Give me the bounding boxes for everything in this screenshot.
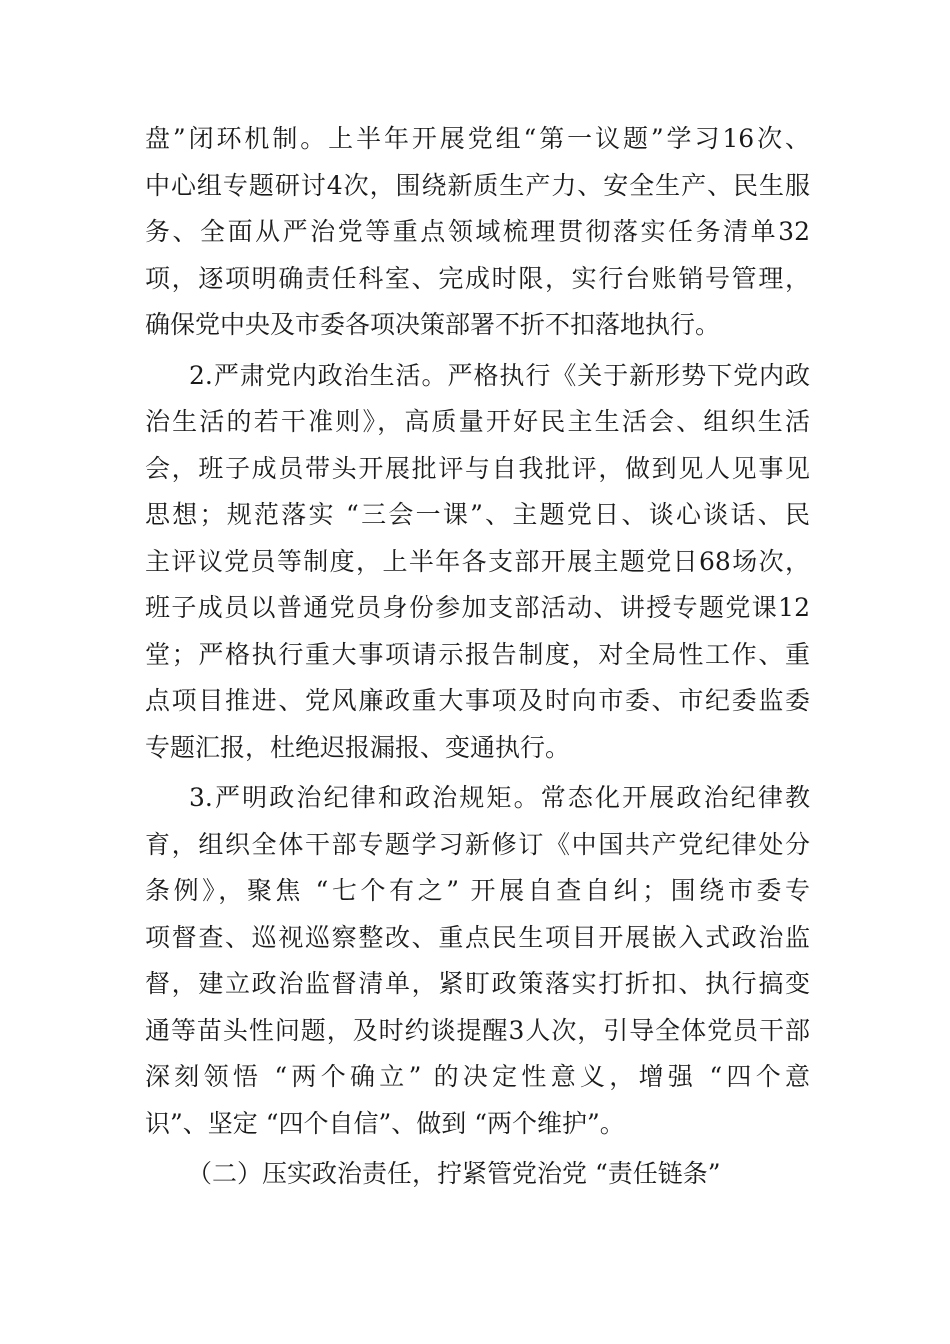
- text-line: 督，建立政治监督清单，紧盯政策落实打折扣、执行搞变: [145, 969, 810, 998]
- document-body: [145, 116, 810, 1198]
- text-line: 识”、坚定 “四个自信”、做到 “两个维护”。: [145, 1108, 625, 1138]
- paragraph-1: [145, 116, 810, 349]
- section-heading: [145, 1151, 810, 1198]
- text-line: 项督查、巡视巡察整改、重点民生项目开展嵌入式政治监: [145, 922, 810, 952]
- text-line: 治生活的若干准则》，高质量开好民主生活会、组织生活: [145, 407, 810, 436]
- text-line: 确保党中央及市委各项决策部署不折不扣落地执行。: [145, 310, 721, 339]
- text-line: 务、全面从严治党等重点领域梳理贯彻落实任务清单32: [145, 217, 810, 246]
- text-line: 点项目推进、党风廉政重大事项及时向市委、市纪委监委: [145, 686, 810, 715]
- text-line: 项，逐项明确责任科室、完成时限，实行台账销号管理，: [145, 263, 810, 293]
- text-line: 思想；规范落实 “三会一课”、主题党日、谈心谈话、民: [145, 500, 810, 529]
- text-line: 中心组专题研讨4次，围绕新质生产力、安全生产、民生服: [145, 170, 810, 200]
- text-line: 2.严肃党内政治生活。严格执行《关于新形势下党内政: [189, 360, 810, 390]
- text-line: 条例》，聚焦 “七个有之” 开展自查自纠；围绕市委专: [145, 876, 810, 905]
- paragraph-2: [145, 353, 810, 772]
- text-line: 专题汇报，杜绝迟报漏报、变通执行。: [145, 732, 571, 762]
- text-line: 会，班子成员带头开展批评与自我批评，做到见人见事见: [145, 453, 810, 483]
- text-line: 盘”闭环机制。上半年开展党组“第一议题”学习16次、: [145, 124, 810, 153]
- section-heading-text: （二）压实政治责任，拧紧管党治党 “责任链条”: [187, 1159, 721, 1188]
- text-line: 通等苗头性问题，及时约谈提醒3人次，引导全体党员干部: [145, 1015, 810, 1045]
- text-line: 主评议党员等制度，上半年各支部开展主题党日68场次，: [145, 546, 810, 576]
- paragraph-3: [145, 775, 810, 1147]
- text-line: 深刻领悟 “两个确立” 的决定性意义，增强 “四个意: [145, 1062, 810, 1091]
- text-line: 3.严明政治纪律和政治规矩。常态化开展政治纪律教: [189, 783, 810, 812]
- text-line: 育，组织全体干部专题学习新修订《中国共产党纪律处分: [145, 829, 810, 859]
- text-line: 班子成员以普通党员身份参加支部活动、讲授专题党课12: [145, 593, 810, 622]
- text-line: 堂；严格执行重大事项请示报告制度，对全局性工作、重: [145, 639, 810, 669]
